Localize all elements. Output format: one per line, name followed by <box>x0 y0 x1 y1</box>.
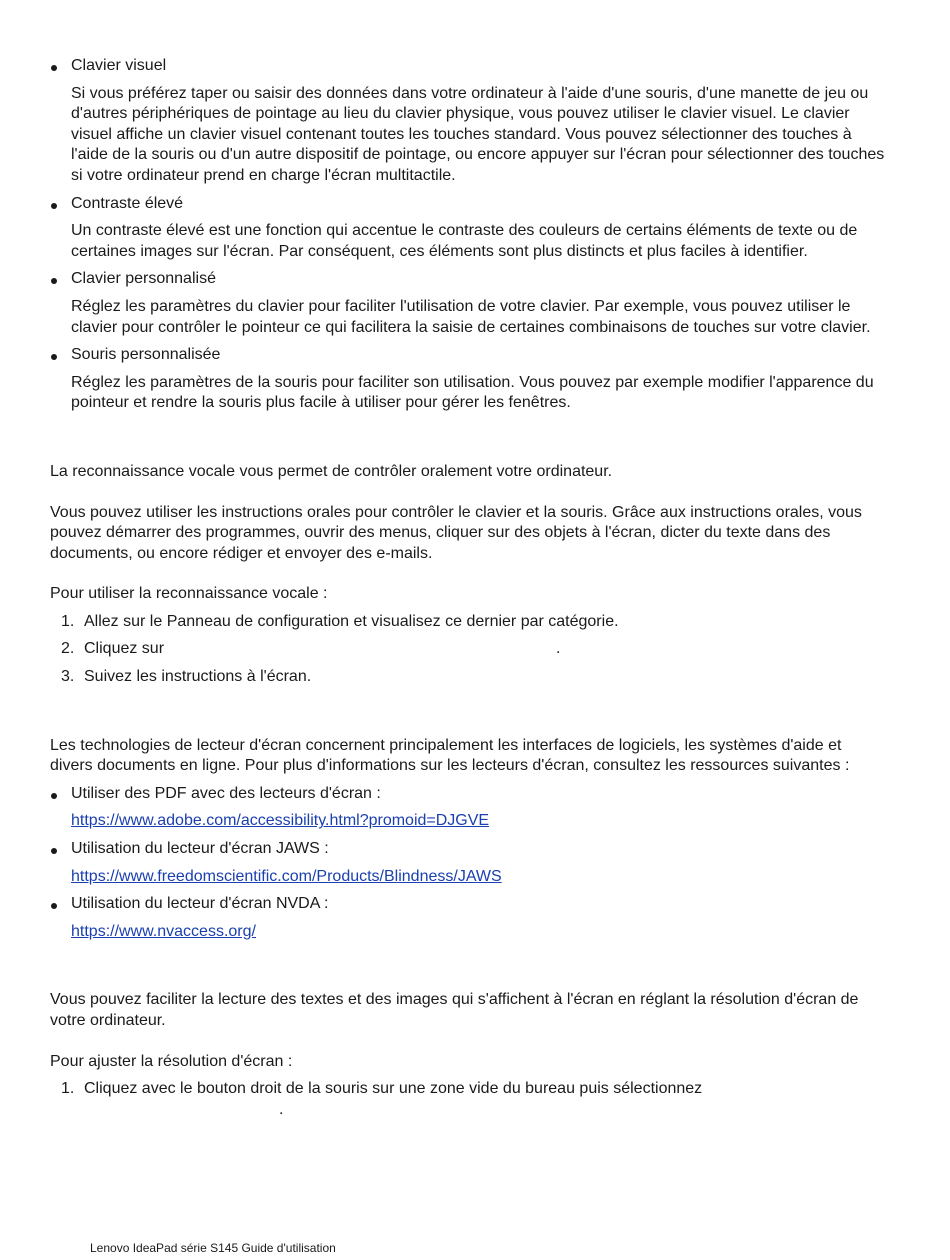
item-title: Clavier personnalisé <box>71 270 216 288</box>
list-item <box>50 345 885 414</box>
item-title: Utiliser des PDF avec des lecteurs d'écran : <box>71 784 381 802</box>
list-item <box>50 784 885 832</box>
list-item <box>50 269 885 338</box>
item-description: Réglez les paramètres de la souris pour faciliter son utilisation. Vous pouvez par exemple modifier l'apparence du pointeur et rendre la souris plus facile à utiliser pour gérer les fenêtres. <box>71 373 874 412</box>
section-gap <box>50 949 885 990</box>
step-item: 1. Allez sur le Panneau de configuration et visualisez ce dernier par catégorie. <box>61 612 619 630</box>
resolution-paragraph: Vous pouvez faciliter la lecture des textes et des images qui s'affichent à l'écran en réglant la résolution d'écran de votre ordinateur. <box>50 991 859 1029</box>
document-page <box>50 56 885 1127</box>
section-gap <box>50 421 885 462</box>
item-description: Un contraste élevé est une fonction qui accentue le contraste des couleurs de certains éléments de texte ou de certaines images sur l'écran. Par conséquent, ces éléments sont plus distincts et plus faciles à identifier. <box>71 222 858 260</box>
item-title: Souris personnalisée <box>71 346 221 364</box>
speech-howto: Pour utiliser la reconnaissance vocale : <box>50 585 328 603</box>
step-item: 2. Cliquez sur . <box>61 640 561 658</box>
list-item <box>50 839 885 887</box>
list-item <box>50 894 885 942</box>
resolution-howto: Pour ajuster la résolution d'écran : <box>50 1052 293 1070</box>
speech-steps <box>50 612 885 688</box>
screen-reader-resources <box>50 784 885 943</box>
list-item <box>50 56 885 187</box>
adobe-link[interactable]: https://www.adobe.com/accessibility.html?promoid=DJGVE <box>71 812 490 830</box>
speech-paragraph: Vous pouvez utiliser les instructions orales pour contrôler le clavier et la souris. Grâce aux instructions orales, vous pouvez démarrer des programmes, ouvrir des menus, cliquer sur des objets à l'écran, dicter du texte dans des documents, ou encore rédiger et envoyer des e-mails. <box>50 503 862 562</box>
step-item: 3. Suivez les instructions à l'écran. <box>61 668 312 686</box>
nvda-link[interactable]: https://www.nvaccess.org/ <box>71 922 256 940</box>
resolution-steps <box>50 1079 885 1120</box>
accessibility-features-list <box>50 56 885 414</box>
item-title: Contraste élevé <box>71 194 184 212</box>
item-title: Utilisation du lecteur d'écran JAWS : <box>71 840 329 858</box>
list-item <box>50 194 885 263</box>
item-title: Clavier visuel <box>71 57 167 74</box>
item-description: Si vous préférez taper ou saisir des données dans votre ordinateur à l'aide d'une souris, d'une manette de jeu ou d'autres périphériques de pointage au lieu du clavier physique, vous pouvez utiliser le clavier visuel. Le clavier visuel affiche un clavier visuel contenant toutes les touches standard. Vous pouvez sélectionner des touches à l'aide de la souris ou d'un autre dispositif de pointage, ou encore appuyer sur l'écran pour sélectionner des touches si votre ordinateur prend en charge l'écran multitactile. <box>71 84 885 184</box>
screen-reader-paragraph: Les technologies de lecteur d'écran concernent principalement les interfaces de logiciels, les systèmes d'aide et divers documents en ligne. Pour plus d'informations sur les lecteurs d'écran, consultez les ressources suivantes : <box>50 736 850 775</box>
speech-intro: La reconnaissance vocale vous permet de contrôler oralement votre ordinateur. <box>50 462 613 480</box>
item-title: Utilisation du lecteur d'écran NVDA : <box>71 895 329 913</box>
jaws-link[interactable]: https://www.freedomscientific.com/Products/Blindness/JAWS <box>71 867 502 885</box>
section-gap <box>50 695 885 736</box>
page-footer: Lenovo IdeaPad série S145 Guide d'utilisation <box>90 1241 336 1255</box>
step-item: 1. Cliquez avec le bouton droit de la souris sur une zone vide du bureau puis sélectionnez . <box>61 1080 703 1118</box>
item-description: Réglez les paramètres du clavier pour faciliter l'utilisation de votre clavier. Par exemple, vous pouvez utiliser le clavier pour contrôler le pointeur ce qui facilitera la saisie de certaines combinaisons de touches sur votre clavier. <box>71 297 871 336</box>
